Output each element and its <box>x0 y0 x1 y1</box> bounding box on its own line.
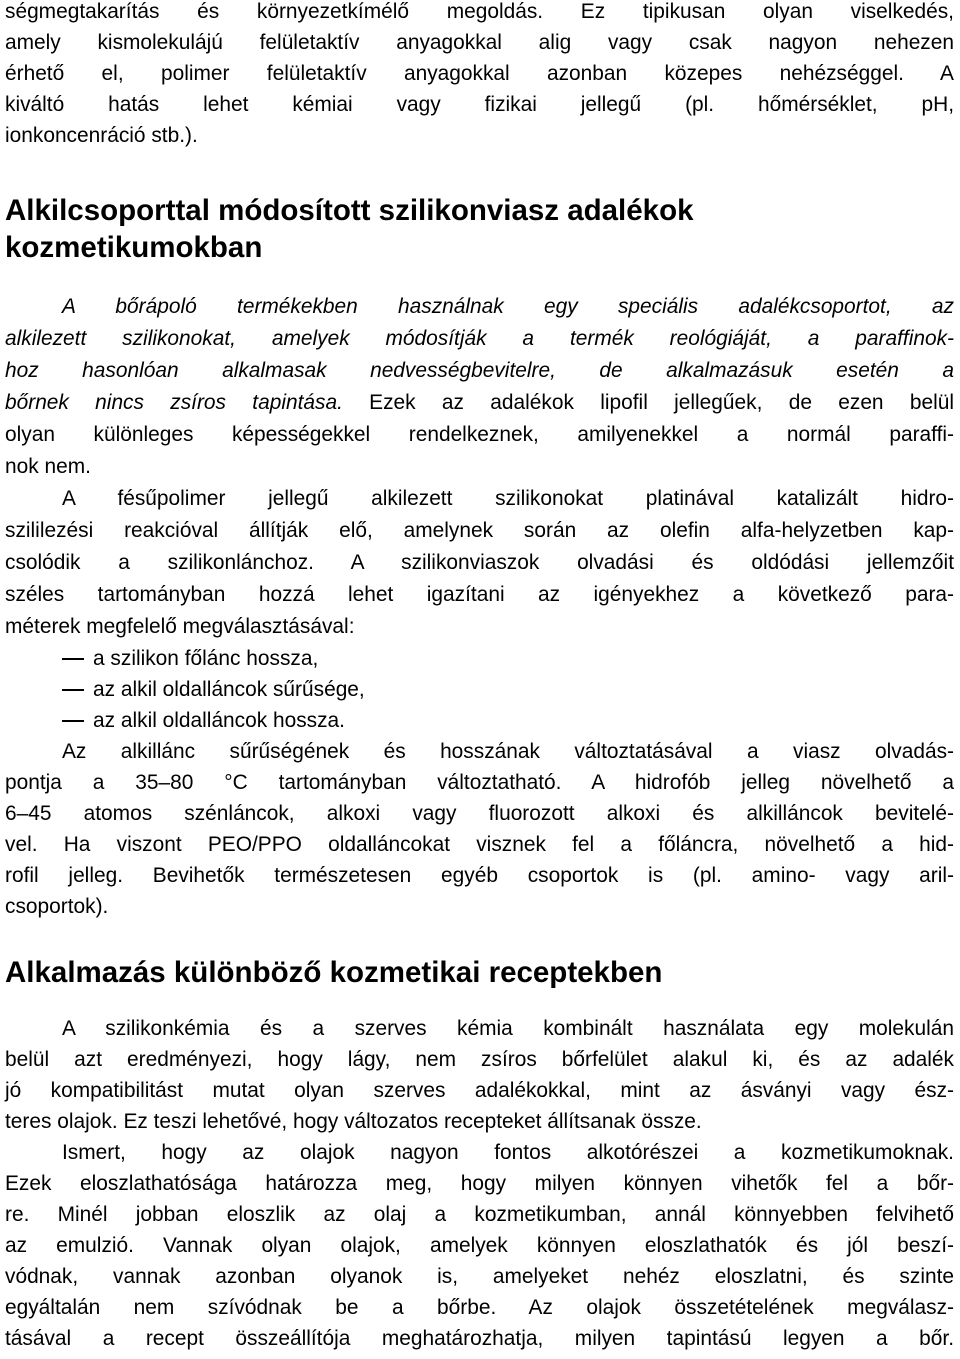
text-line: vódnak, vannak azonban olyanok is, amelyeket nehéz eloszlatni, és szinte <box>5 1265 954 1288</box>
text-line: csoportok). <box>5 895 109 918</box>
text-line: alkilezett szilikonokat, amelyek módosítják a termék reológiáját, a paraffinok- <box>5 327 954 350</box>
text-line: A fésűpolimer jellegű alkilezett szilikonokat platinával katalizált hidro- <box>62 487 954 510</box>
normal-span: Ezek az adalékok lipofil jellegűek, de ezen belül <box>342 391 954 414</box>
list-item-text: az alkil oldalláncok hossza. <box>93 709 345 732</box>
dash-bullet-icon <box>62 658 84 660</box>
text-line: egyáltalán nem szívódnak be a bőrbe. Az olajok összetételének megválasz- <box>5 1296 954 1319</box>
text-line: amely kismolekulájú felületaktív anyagokkal alig vagy csak nagyon nehezen <box>5 31 954 54</box>
text-line: érhető el, polimer felületaktív anyagokkal azonban közepes nehézséggel. A <box>5 62 954 85</box>
section-heading: Alkalmazás különböző kozmetikai receptekben <box>5 956 663 989</box>
list-item <box>0 705 960 736</box>
text-line: Ezek eloszlathatósága határozza meg, hogy milyen könnyen vihetők fel a bőr- <box>5 1172 954 1195</box>
text-line: hoz hasonlóan alkalmasak nedvességbevitelre, de alkalmazásuk esetén a <box>5 359 954 382</box>
text-line: méterek megfelelő megválasztásával: <box>5 615 355 638</box>
dash-bullet-icon <box>62 720 84 722</box>
list-item <box>0 674 960 705</box>
list-item-text: a szilikon főlánc hossza, <box>93 647 319 670</box>
heading-line: kozmetikumokban <box>5 231 263 264</box>
text-line: kiváltó hatás lehet kémiai vagy fizikai jellegű (pl. hőmérséklet, pH, <box>5 93 954 116</box>
text-line: Ismert, hogy az olajok nagyon fontos alkotórészei a kozmetikumoknak. <box>62 1141 954 1164</box>
text-line: belül azt eredményezi, hogy lágy, nem zsíros bőrfelület alakul ki, és az adalék <box>5 1048 954 1071</box>
text-line: tásával a recept összeállítója meghatározhatja, milyen tapintású legyen a bőr. <box>5 1327 954 1350</box>
text-line: A szilikonkémia és a szerves kémia kombinált használata egy molekulán <box>62 1017 954 1040</box>
text-line: szililezési reakcióval állítják elő, amelynek során az olefin alfa-helyzetben kap- <box>5 519 954 542</box>
text-line: jó kompatibilitást mutat olyan szerves adalékokkal, mint az ásványi vagy ész- <box>5 1079 954 1102</box>
list-item-text: az alkil oldalláncok sűrűsége, <box>93 678 365 701</box>
text-line: olyan különleges képességekkel rendelkeznek, amilyenekkel a normál paraffi- <box>5 423 954 446</box>
text-line: pontja a 35–80 °C tartományban változtatható. A hidrofób jelleg növelhető a <box>5 771 954 794</box>
text-line: széles tartományban hozzá lehet igazítani az igényekhez a következő para- <box>5 583 954 606</box>
text-line: A bőrápoló termékekben használnak egy speciális adalékcsoportot, az <box>62 295 954 318</box>
text-line: ségmegtakarítás és környezetkímélő megoldás. Ez tipikusan olyan viselkedés, <box>5 0 954 23</box>
text-line: nok nem. <box>5 455 91 478</box>
text-line: az emulzió. Vannak olyan olajok, amelyek könnyen eloszlathatók és jól beszí- <box>5 1234 954 1257</box>
text-line: ionkoncenráció stb.). <box>5 124 198 147</box>
text-line: vel. Ha viszont PEO/PPO oldalláncokat visznek fel a főláncra, növelhető a hid- <box>5 833 954 856</box>
text-line <box>5 387 954 418</box>
heading-line: Alkilcsoporttal módosított szilikonviasz adalékok <box>5 194 694 227</box>
text-line: rofil jelleg. Bevihetők természetesen egyéb csoportok is (pl. amino- vagy aril- <box>5 864 954 887</box>
text-line: csolódik a szilikonlánchoz. A szilikonviaszok olvadási és oldódási jellemzőit <box>5 551 954 574</box>
list-item <box>0 643 960 674</box>
text-line: re. Minél jobban eloszlik az olaj a kozmetikumban, annál könnyebben felvihető <box>5 1203 954 1226</box>
text-line: teres olajok. Ez teszi lehetővé, hogy változatos recepteket állítsanak össze. <box>5 1110 702 1133</box>
text-line: 6–45 atomos szénláncok, alkoxi vagy fluorozott alkoxi és alkilláncok bevitelé- <box>5 802 954 825</box>
italic-span: bőrnek nincs zsíros tapintása. <box>5 391 343 414</box>
dash-bullet-icon <box>62 689 84 691</box>
text-line: Az alkillánc sűrűségének és hosszának változtatásával a viasz olvadás- <box>62 740 954 763</box>
